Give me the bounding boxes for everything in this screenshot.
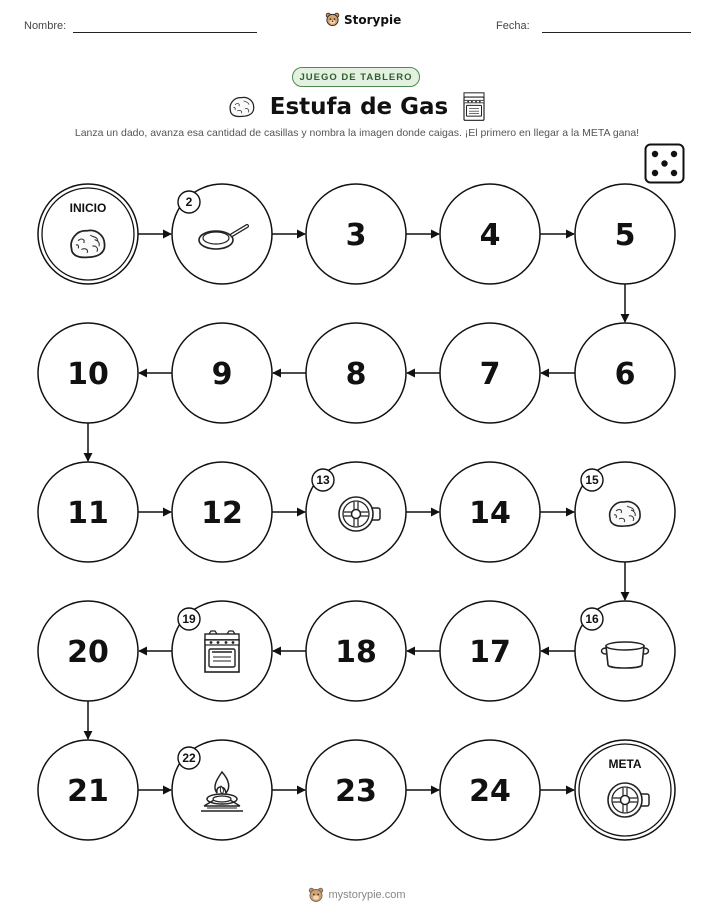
space-number: 9 bbox=[211, 357, 233, 392]
space-number: 23 bbox=[335, 774, 377, 809]
board-space[interactable] bbox=[172, 323, 272, 423]
board-space[interactable] bbox=[306, 601, 406, 701]
space-number: 13 bbox=[316, 473, 330, 487]
board-space[interactable] bbox=[575, 323, 675, 423]
rock-icon bbox=[610, 502, 640, 527]
goal-space[interactable] bbox=[575, 740, 675, 840]
space-number: 3 bbox=[345, 218, 367, 253]
stove-icon bbox=[205, 631, 239, 672]
cooking-pot-icon bbox=[602, 642, 649, 668]
name-label: Nombre: bbox=[24, 20, 67, 32]
space-number: 22 bbox=[182, 751, 196, 765]
board-space[interactable] bbox=[306, 323, 406, 423]
board-space[interactable] bbox=[38, 740, 138, 840]
board-space[interactable] bbox=[440, 184, 540, 284]
board-space[interactable] bbox=[306, 740, 406, 840]
category-badge: JUEGO DE TABLERO bbox=[292, 67, 420, 87]
space-number: 21 bbox=[67, 774, 109, 809]
board-space[interactable] bbox=[440, 323, 540, 423]
space-number: 24 bbox=[469, 774, 511, 809]
board-space[interactable] bbox=[38, 462, 138, 562]
date-label: Fecha: bbox=[496, 20, 530, 32]
start-space[interactable] bbox=[38, 184, 138, 284]
brand-name: Storypie bbox=[344, 12, 402, 27]
space-number: 19 bbox=[182, 612, 196, 626]
space-number: 12 bbox=[201, 496, 243, 531]
space-number: 11 bbox=[67, 496, 109, 531]
board-space[interactable] bbox=[38, 323, 138, 423]
rock-icon bbox=[71, 230, 104, 257]
goal-label: META bbox=[608, 757, 642, 771]
footer-url[interactable]: mystorypie.com bbox=[328, 889, 406, 901]
page-title: Estufa de Gas bbox=[269, 94, 449, 120]
space-number: 10 bbox=[67, 357, 109, 392]
space-number: 8 bbox=[345, 357, 367, 392]
board-space[interactable] bbox=[575, 462, 675, 562]
board-space[interactable] bbox=[172, 740, 272, 840]
board-space[interactable] bbox=[172, 462, 272, 562]
board-space[interactable] bbox=[440, 462, 540, 562]
space-number: 6 bbox=[614, 357, 636, 392]
space-number: 4 bbox=[479, 218, 501, 253]
board-space[interactable] bbox=[306, 184, 406, 284]
board-space[interactable] bbox=[440, 601, 540, 701]
space-number: 7 bbox=[479, 357, 501, 392]
space-number: 15 bbox=[585, 473, 599, 487]
space-number: 2 bbox=[185, 195, 193, 209]
space-number: 17 bbox=[469, 635, 511, 670]
space-number: 5 bbox=[614, 218, 636, 253]
start-label: INICIO bbox=[69, 201, 107, 215]
board-space[interactable] bbox=[575, 184, 675, 284]
space-number: 20 bbox=[67, 635, 109, 670]
space-number: 18 bbox=[335, 635, 377, 670]
space-number: 16 bbox=[585, 612, 599, 626]
board-space[interactable] bbox=[172, 184, 272, 284]
instructions: Lanza un dado, avanza esa cantidad de casillas y nombra la imagen donde caigas. ¡El primero en llegar a la META gana! bbox=[74, 127, 640, 139]
board-space[interactable] bbox=[575, 601, 675, 701]
footer bbox=[0, 887, 714, 903]
board-space[interactable] bbox=[440, 740, 540, 840]
bear-mascot-icon bbox=[308, 887, 324, 903]
board-space[interactable] bbox=[172, 601, 272, 701]
space-number: 14 bbox=[469, 496, 511, 531]
board-space[interactable] bbox=[38, 601, 138, 701]
board-space[interactable] bbox=[306, 462, 406, 562]
